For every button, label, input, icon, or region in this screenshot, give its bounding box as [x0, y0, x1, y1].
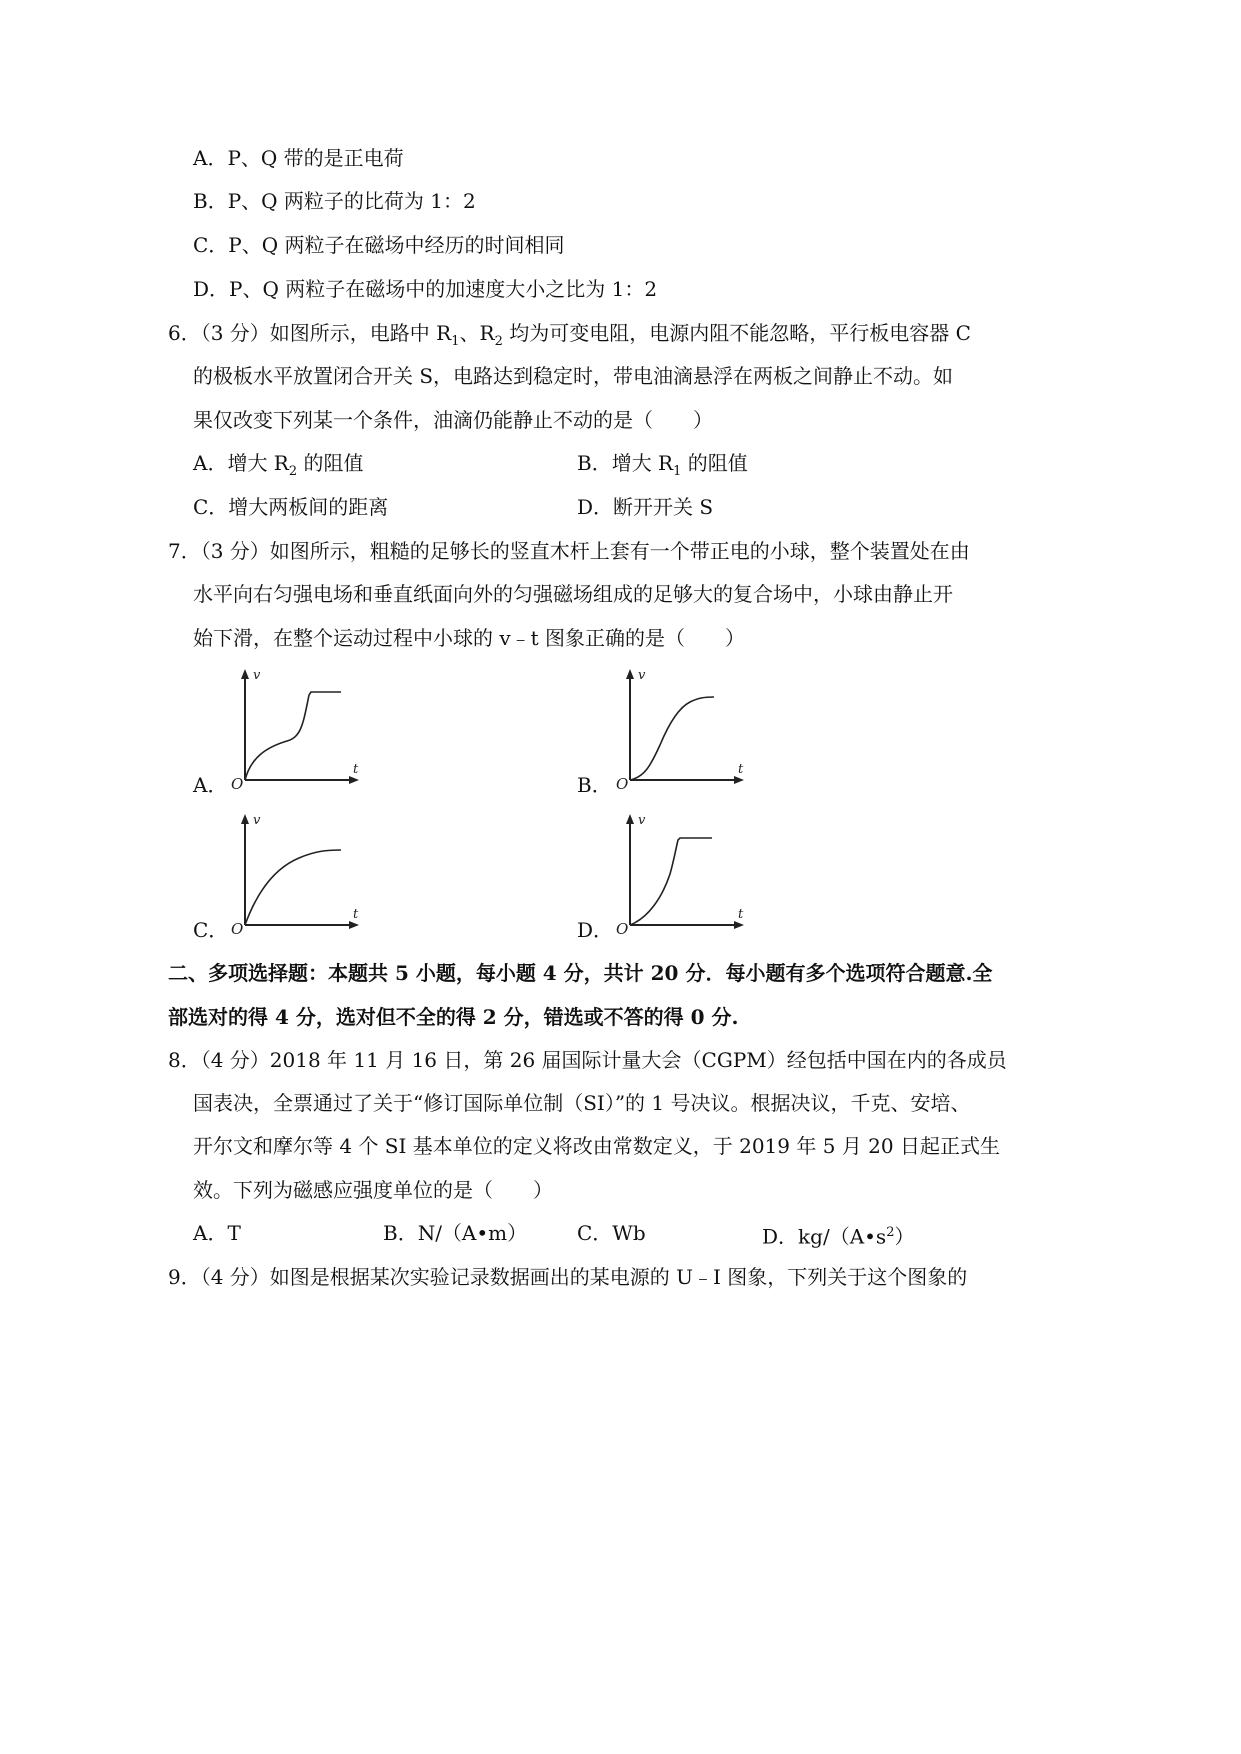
t-axis-arrow-icon — [734, 921, 744, 929]
q9-stem-line1: 9．（4 分）如图是根据某次实验记录数据画出的某电源的 U﹣I 图象，下列关于这个图象的 — [168, 1265, 968, 1289]
v-axis-arrow-icon — [241, 669, 249, 679]
graph-a-curve — [245, 692, 341, 780]
q7-stem-line1: 7．（3 分）如图所示，粗糙的足够长的竖直木杆上套有一个带正电的小球，整个装置处在由 — [168, 539, 970, 563]
q7-stem-line2: 水平向右匀强电场和垂直纸面向外的匀强磁场组成的足够大的复合场中，小球由静止开 — [193, 582, 953, 606]
q7-graph-b — [610, 665, 750, 790]
section2-heading-line2: 部选对的得 4 分，选对但不全的得 2 分，错选或不答的得 0 分. — [168, 1005, 739, 1029]
section2-heading-line1: 二、多项选择题：本题共 5 小题，每小题 4 分，共计 20 分．每小题有多个选项符合题意.全 — [168, 961, 993, 985]
q6-option-a-suffix: 的阻值 — [297, 451, 364, 475]
q6-stem-mid: 、R — [459, 321, 495, 345]
q6-option-a — [193, 450, 364, 485]
q7-graph-label-b: B． — [577, 773, 612, 797]
q6-option-a-subscript: 2 — [288, 464, 298, 479]
q6-option-a-text: A．增大 R — [193, 451, 289, 475]
v-axis-label: v — [638, 668, 646, 683]
q7-stem-line3: 始下滑，在整个运动过程中小球的 v﹣t 图象正确的是（ ） — [193, 626, 746, 650]
t-axis-arrow-icon — [349, 921, 359, 929]
q6-option-b-subscript: 1 — [673, 464, 682, 479]
q8-stem-line1: 8．（4 分）2018 年 11 月 16 日，第 26 届国际计量大会（CGPM）经包括中国在内的各成员 — [168, 1048, 1007, 1072]
q6-option-c: C．增大两板间的距离 — [193, 495, 389, 519]
q5-option-c: C．P、Q 两粒子在磁场中经历的时间相同 — [193, 233, 565, 257]
graph-c-curve — [245, 850, 341, 925]
origin-label: O — [231, 920, 244, 935]
q8-option-d-superscript: 2 — [886, 1225, 895, 1240]
origin-label: O — [616, 775, 629, 790]
v-axis-label: v — [253, 813, 261, 828]
q7-graph-label-c: C． — [193, 918, 229, 942]
q6-r2-subscript: 2 — [494, 334, 503, 349]
origin-label: O — [231, 775, 244, 790]
t-axis-arrow-icon — [734, 776, 744, 784]
q7-graph-label-d: D． — [577, 918, 614, 942]
q7-graph-d — [610, 810, 750, 935]
q7-graph-c — [225, 810, 365, 935]
v-axis-arrow-icon — [241, 814, 249, 824]
q6-stem-prefix: 6．（3 分）如图所示，电路中 R — [168, 321, 452, 345]
origin-label: O — [616, 920, 629, 935]
t-axis-arrow-icon — [349, 776, 359, 784]
q6-stem-suffix: 均为可变电阻，电源内阻不能忽略，平行板电容器 C — [502, 321, 971, 345]
t-axis-label: t — [738, 762, 744, 777]
q5-option-d: D．P、Q 两粒子在磁场中的加速度大小之比为 1：2 — [193, 277, 658, 301]
q6-option-b — [577, 450, 748, 485]
q5-option-a: A．P、Q 带的是正电荷 — [193, 146, 404, 170]
q8-option-b: B．N/（A•m） — [383, 1221, 528, 1245]
q8-option-d — [762, 1220, 914, 1250]
q6-r1-subscript: 1 — [451, 334, 460, 349]
q8-option-c: C．Wb — [577, 1221, 646, 1245]
q6-option-b-text: B．增大 R — [577, 451, 674, 475]
v-axis-arrow-icon — [626, 814, 634, 824]
t-axis-label: t — [353, 907, 359, 922]
q8-stem-line4: 效。下列为磁感应强度单位的是（ ） — [193, 1178, 553, 1202]
q6-option-b-suffix: 的阻值 — [681, 451, 748, 475]
q8-option-a: A．T — [193, 1221, 241, 1245]
graph-b-curve — [630, 697, 714, 780]
q7-graph-a — [225, 665, 365, 790]
t-axis-label: t — [353, 762, 359, 777]
q8-option-d-text: D．kg/（A•s — [762, 1224, 887, 1249]
q6-stem-line1 — [168, 320, 971, 355]
graph-d-curve — [630, 838, 712, 925]
q8-option-d-suffix: ） — [894, 1224, 915, 1249]
q6-option-d: D．断开开关 S — [577, 495, 714, 519]
v-axis-label: v — [253, 668, 261, 683]
v-axis-label: v — [638, 813, 646, 828]
q5-option-b: B．P、Q 两粒子的比荷为 1：2 — [193, 189, 476, 213]
v-axis-arrow-icon — [626, 669, 634, 679]
q8-stem-line3: 开尔文和摩尔等 4 个 SI 基本单位的定义将改由常数定义，于 2019 年 5 月 20 日起正式生 — [193, 1134, 1000, 1158]
q6-stem-line2: 的极板水平放置闭合开关 S，电路达到稳定时，带电油滴悬浮在两板之间静止不动。如 — [193, 364, 954, 388]
q6-stem-line3: 果仅改变下列某一个条件，油滴仍能静止不动的是（ ） — [193, 408, 713, 432]
q7-graph-label-a: A． — [193, 773, 228, 797]
q8-stem-line2: 国表决，全票通过了关于“修订国际单位制（SI）”的 1 号决议。根据决议，千克、安培、 — [193, 1091, 971, 1115]
t-axis-label: t — [738, 907, 744, 922]
